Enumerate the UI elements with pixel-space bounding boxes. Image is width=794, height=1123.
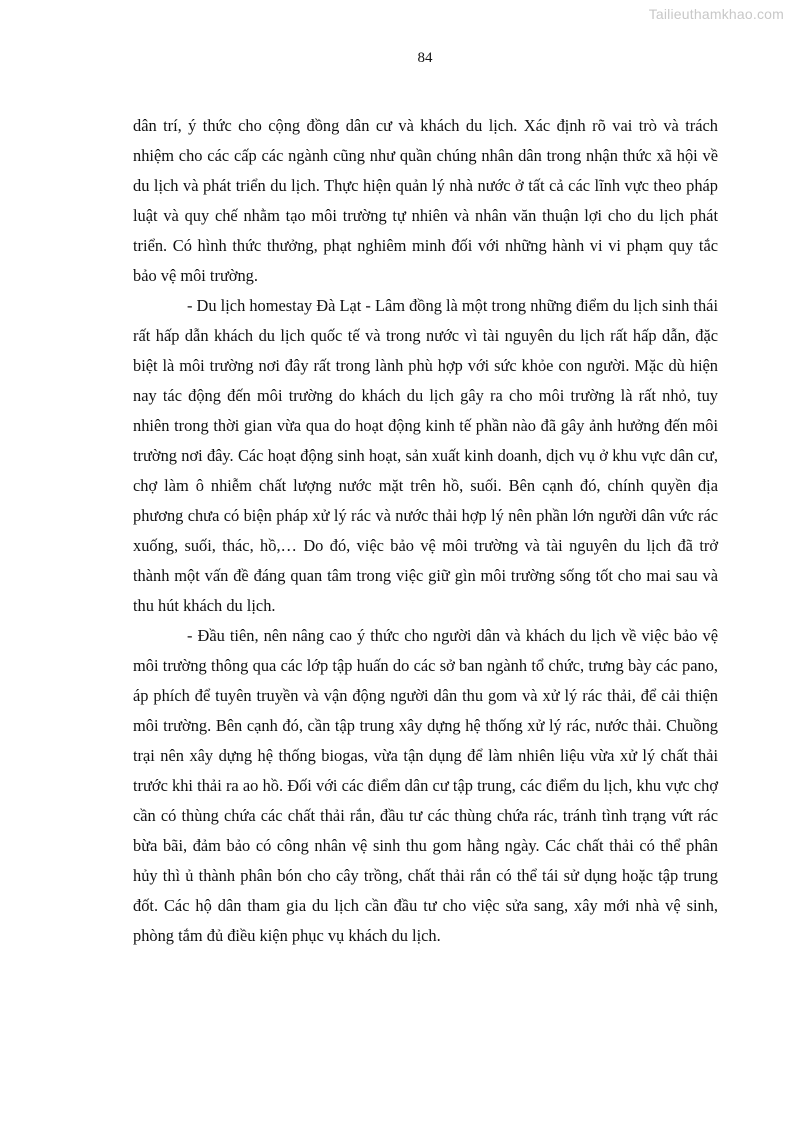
paragraph-continuation: dân trí, ý thức cho cộng đồng dân cư và khách du lịch. Xác định rõ vai trò và trách nhiệm cho các cấp các ngành cũng như quần chúng nhân dân trong nhận thức xã hội về du lịch và phát triển du lịch. Thực hiện quản lý nhà nước ở tất cả các lĩnh vực theo pháp luật và quy chế nhằm tạo môi trường tự nhiên và nhân văn thuận lợi cho du lịch phát triển. Có hình thức thưởng, phạt nghiêm minh đối với những hành vi vi phạm quy tắc bảo vệ môi trường.	[133, 116, 718, 285]
paragraph-raise-awareness: - Đầu tiên, nên nâng cao ý thức cho người dân và khách du lịch về việc bảo vệ môi trường thông qua các lớp tập huấn do các sở ban ngành tổ chức, trưng bày các pano, áp phích để tuyên truyền và vận động người dân thu gom và xử lý rác thải, để cải thiện môi trường. Bên cạnh đó, cần tập trung xây dựng hệ thống xử lý rác, nước thải. Chuồng trại nên xây dựng hệ thống biogas, vừa tận dụng để làm nhiên liệu vừa xử lý chất thải trước khi thải ra ao hồ. Đối với các điểm dân cư tập trung, các điểm du lịch, khu vực chợ cần có thùng chứa các chất thải rắn, đầu tư các thùng chứa rác, tránh tình trạng vứt rác bừa bãi, đảm bảo có công nhân vệ sinh thu gom hằng ngày. Các chất thải có thể phân hủy thì ủ thành phân bón cho cây trồng, chất thải rắn có thể tái sử dụng hoặc tập trung đốt. Các hộ dân tham gia du lịch cần đầu tư cho việc sửa sang, xây mới nhà vệ sinh, phòng tắm đủ điều kiện phục vụ khách du lịch.	[133, 626, 718, 945]
watermark-text: Tailieuthamkhao.com	[648, 6, 784, 22]
page-number: 84	[417, 50, 433, 66]
document-body	[133, 111, 718, 951]
paragraph-homestay-dalat: - Du lịch homestay Đà Lạt - Lâm đồng là một trong những điểm du lịch sinh thái rất hấp dẫn khách du lịch quốc tế và trong nước vì tài nguyên du lịch rất hấp dẫn, đặc biệt là môi trường nơi đây rất trong lành phù hợp với sức khỏe con người. Mặc dù hiện nay tác động đến môi trường do khách du lịch gây ra cho môi trường là rất nhỏ, tuy nhiên trong thời gian vừa qua do hoạt động kinh tế phần nào đã gây ảnh hưởng đến môi trường nơi đây. Các hoạt động sinh hoạt, sản xuất kinh doanh, dịch vụ ở khu vực dân cư, chợ làm ô nhiễm chất lượng nước mặt trên hồ, suối. Bên cạnh đó, chính quyền địa phương chưa có biện pháp xử lý rác và nước thải hợp lý nên phần lớn người dân vức rác xuống, suối, thác, hồ,… Do đó, việc bảo vệ môi trường và tài nguyên du lịch đã trở thành một vấn đề đáng quan tâm trong việc giữ gìn môi trường sống tốt cho mai sau và thu hút khách du lịch.	[133, 296, 719, 615]
